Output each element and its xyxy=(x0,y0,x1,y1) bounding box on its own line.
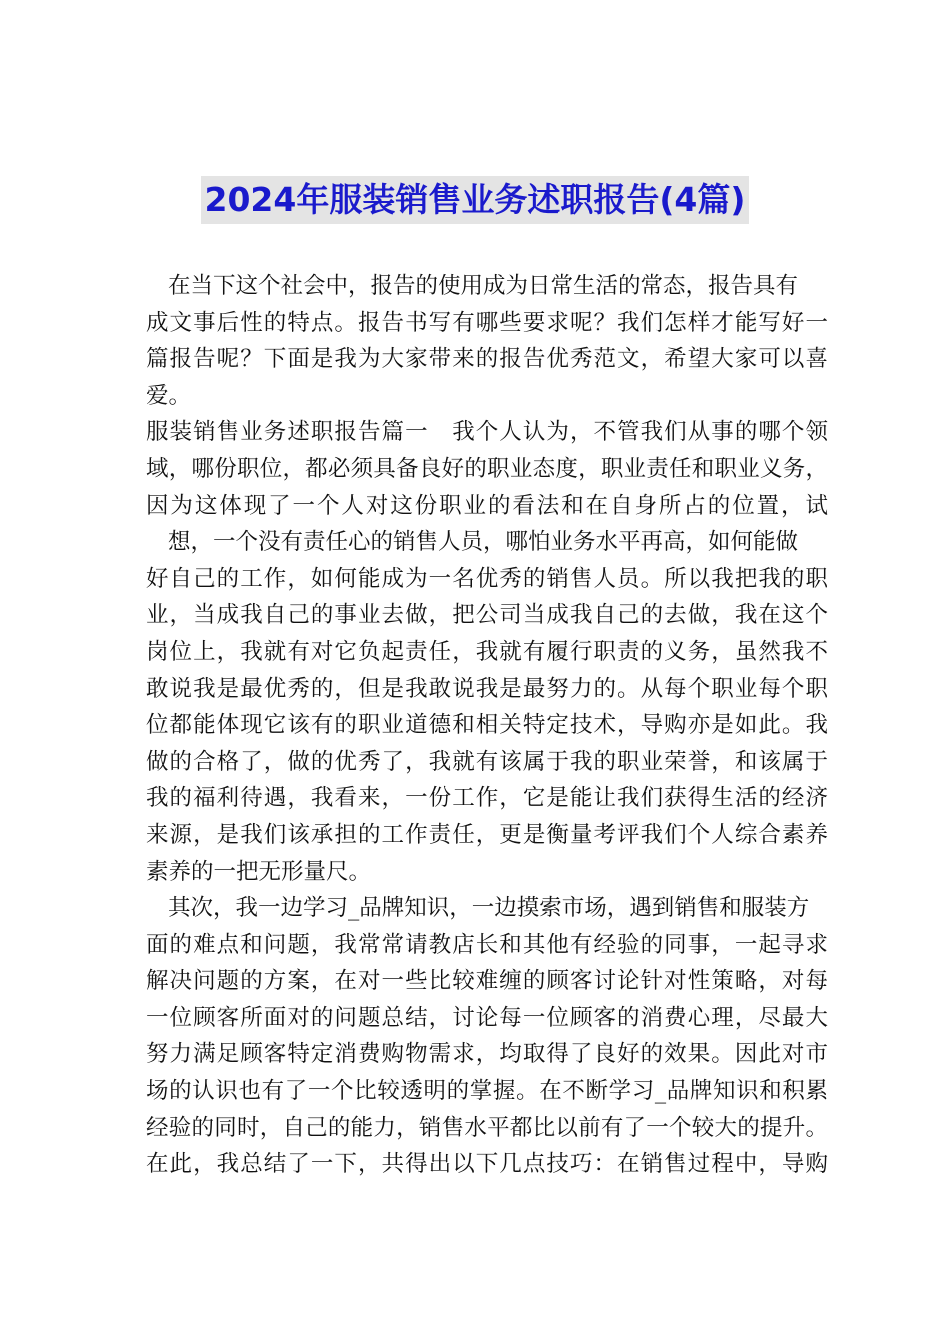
text-line: 业，当成我自己的事业去做，把公司当成我自己的去做，我在这个 xyxy=(146,602,830,629)
text-line: 一位顾客所面对的问题总结，讨论每一位顾客的消费心理，尽最大 xyxy=(146,1004,830,1031)
document-title: 2024年服装销售业务述职报告(4篇) xyxy=(201,176,750,224)
text-line: 成文事后性的特点。报告书写有哪些要求呢？我们怎样才能写好一 xyxy=(146,309,830,336)
text-line: 其次，我一边学习_品牌知识，一边摸索市场，遇到销售和服装方 xyxy=(168,895,810,922)
text-line: 敢说我是最优秀的，但是我敢说我是最努力的。从每个职业每个职 xyxy=(146,675,830,702)
title-container xyxy=(0,176,950,224)
text-line: 我的福利待遇，我看来，一份工作，它是能让我们获得生活的经济 xyxy=(146,785,830,812)
text-line: 做的合格了，做的优秀了，我就有该属于我的职业荣誉，和该属于 xyxy=(146,748,830,775)
text-line: 岗位上，我就有对它负起责任，我就有履行职责的义务，虽然我不 xyxy=(146,638,830,665)
text-line: 篇报告呢？下面是我为大家带来的报告优秀范文，希望大家可以喜 xyxy=(146,346,830,373)
text-line: 好自己的工作，如何能成为一名优秀的销售人员。所以我把我的职 xyxy=(146,565,830,592)
text-line: 经验的同时，自己的能力，销售水平都比以前有了一个较大的提升。 xyxy=(146,1114,829,1141)
text-line: 场的认识也有了一个比较透明的掌握。在不断学习_品牌知识和积累 xyxy=(146,1078,829,1105)
text-line: 爱。 xyxy=(146,382,192,409)
text-line: 努力满足顾客特定消费购物需求，均取得了良好的效果。因此对市 xyxy=(146,1041,830,1068)
text-line: 来源，是我们该承担的工作责任，更是衡量考评我们个人综合素养 xyxy=(146,821,830,848)
text-line: 域，哪份职位，都必须具备良好的职业态度，职业责任和职业义务， xyxy=(146,455,829,482)
text-line: 位都能体现它该有的职业道德和相关特定技术，导购亦是如此。我 xyxy=(146,712,830,739)
text-line: 面的难点和问题，我常常请教店长和其他有经验的同事，一起寻求 xyxy=(146,931,830,958)
text-line: 解决问题的方案，在对一些比较难缠的顾客讨论针对性策略，对每 xyxy=(146,968,830,995)
text-line: 素养的一把无形量尺。 xyxy=(146,858,372,885)
text-line: 在此，我总结了一下，共得出以下几点技巧：在销售过程中，导购 xyxy=(146,1151,830,1178)
text-line: 想，一个没有责任心的销售人员，哪怕业务水平再高，如何能做 xyxy=(168,529,799,556)
document-body xyxy=(146,268,830,1183)
text-line: 在当下这个社会中，报告的使用成为日常生活的常态，报告具有 xyxy=(168,273,799,299)
text-line: 服装销售业务述职报告篇一 我个人认为，不管我们从事的哪个领 xyxy=(146,419,830,446)
text-line: 因为这体现了一个人对这份职业的看法和在自身所占的位置，试 xyxy=(146,492,830,519)
